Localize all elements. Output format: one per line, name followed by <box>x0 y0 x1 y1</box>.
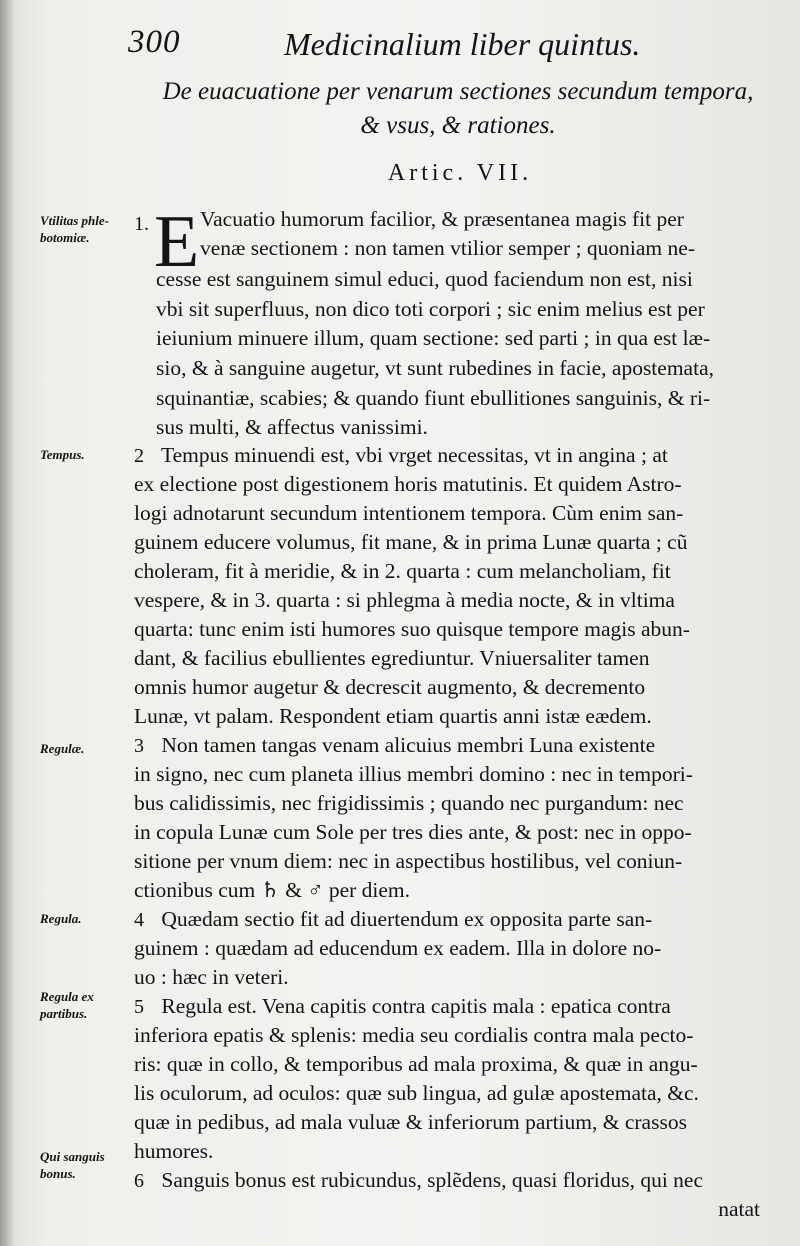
paragraph-number: 6 <box>134 1170 144 1192</box>
text-line: inferiora epatis & splenis: media seu cordialis contra mala pecto- <box>134 1023 694 1047</box>
text-line: venæ sectionem : non tamen vtilior semper ; quoniam ne- <box>200 236 695 260</box>
catchword: natat <box>718 1197 760 1221</box>
section-heading-line-1: De euacuatione per venarum sectiones secundum tempora, <box>162 78 754 105</box>
text-line: Vacuatio humorum facilior, & præsentanea magis fit per <box>200 207 684 231</box>
text-line: Lunæ, vt palam. Respondent etiam quartis anni istæ eædem. <box>134 704 652 728</box>
text-line: in signo, nec cum planeta illius membri domino : nec in tempori- <box>134 762 693 786</box>
text-line: choleram, fit à meridie, & in 2. quarta : cum melancholiam, fit <box>134 559 671 583</box>
text-line: sus multi, & affectus vanissimi. <box>156 415 428 439</box>
running-title: Medicinalium liber quintus. <box>284 26 641 62</box>
text-line <box>134 442 752 469</box>
page-gutter-shadow <box>0 0 14 1246</box>
text-line-content: Regula est. Vena capitis contra capitis mala : epatica contra <box>161 994 671 1018</box>
text-line: quarta: tunc enim isti humores suo quisque tempore magis abun- <box>134 617 690 641</box>
text-line: guinem educere volumus, fit mane, & in prima Lunæ quarta ; cũ <box>134 530 688 554</box>
paragraph-number: 2 <box>134 445 144 467</box>
text-line: ris: quæ in collo, & temporibus ad mala proxima, & quæ in angu- <box>134 1052 698 1076</box>
text-line: ieiunium minuere illum, quam sectione: sed parti ; in qua est læ- <box>156 326 711 350</box>
text-line-content: Tempus minuendi est, vbi vrget necessitas, vt in angina ; at <box>161 443 668 467</box>
text-line: vespere, & in 3. quarta : si phlegma à media nocte, & in vltima <box>134 588 675 612</box>
text-line <box>134 1167 752 1194</box>
text-line: dant, & facilius ebullientes egrediuntur. Vniuersaliter tamen <box>134 646 650 670</box>
text-line: in copula Lunæ cum Sole per tres dies ante, & post: nec in oppo- <box>134 820 692 844</box>
article-title: Artic. VII. <box>387 160 533 186</box>
text-line: cesse est sanguinem simul educi, quod faciendum non est, nisi <box>156 267 693 291</box>
text-line-content: Quædam sectio fit ad diuertendum ex opposita parte san- <box>161 907 653 931</box>
paragraph-number: 1. <box>134 213 149 235</box>
text-line: squinantiæ, scabies; & quando fiunt ebullitiones sanguinis, & ri- <box>156 386 711 410</box>
text-line: sio, & à sanguine augetur, vt sunt rubedines in facie, apostemata, <box>156 356 714 380</box>
page-number: 300 <box>128 24 181 60</box>
text-line-content: Non tamen tangas venam alicuius membri Luna existente <box>161 733 656 757</box>
paragraph-number: 5 <box>134 996 144 1018</box>
text-line <box>134 906 752 933</box>
text-line: ex electione post digestionem horis matutinis. Et quidem Astro- <box>134 472 682 496</box>
text-line: quæ in pedibus, ad mala vuluæ & inferiorum partium, & crassos <box>134 1110 687 1134</box>
margin-note-regulae: Regulæ. <box>40 741 85 756</box>
section-heading-line-2: & vsus, & rationes. <box>360 112 556 139</box>
margin-note-utilitas: Vtilitas phle- botomiæ. <box>40 213 109 245</box>
text-line: guinem : quædam ad educendum ex eadem. Illa in dolore no- <box>134 936 662 960</box>
paragraph-number: 4 <box>134 909 144 931</box>
text-line: humores. <box>134 1139 214 1163</box>
text-line <box>134 732 752 759</box>
text-line: sitione per vnum diem: nec in aspectibus hostilibus, vel coniun- <box>134 849 683 873</box>
text-line: logi adnotarunt secundum intentionem tempora. Cùm enim san- <box>134 501 684 525</box>
text-line <box>134 993 752 1020</box>
drop-cap-letter: E <box>154 201 200 283</box>
text-line: lis oculorum, ad oculos: quæ sub lingua, ad gulæ apostemata, &c. <box>134 1081 699 1105</box>
paragraph-number: 3 <box>134 735 144 757</box>
text-line: ctionibus cum ♄ & ♂ per diem. <box>134 878 411 902</box>
page-header <box>128 20 648 70</box>
text-line: omnis humor augetur & decrescit augmento, & decremento <box>134 675 646 699</box>
margin-note-tempus: Tempus. <box>40 447 85 462</box>
text-line: vbi sit superfluus, non dico toti corpori ; sic enim melius est per <box>156 297 705 321</box>
text-line: bus calidissimis, nec frigidissimis ; quando nec purgandum: nec <box>134 791 684 815</box>
text-line: uo : hæc in veteri. <box>134 965 289 989</box>
text-line-content: Sanguis bonus est rubicundus, splẽdens, quasi floridus, qui nec <box>161 1168 704 1192</box>
margin-note-qui-sanguis: Qui sanguis bonus. <box>40 1149 105 1181</box>
margin-note-regula: Regula. <box>40 911 82 926</box>
margin-note-regula-ex-partibus: Regula ex partibus. <box>40 989 94 1021</box>
